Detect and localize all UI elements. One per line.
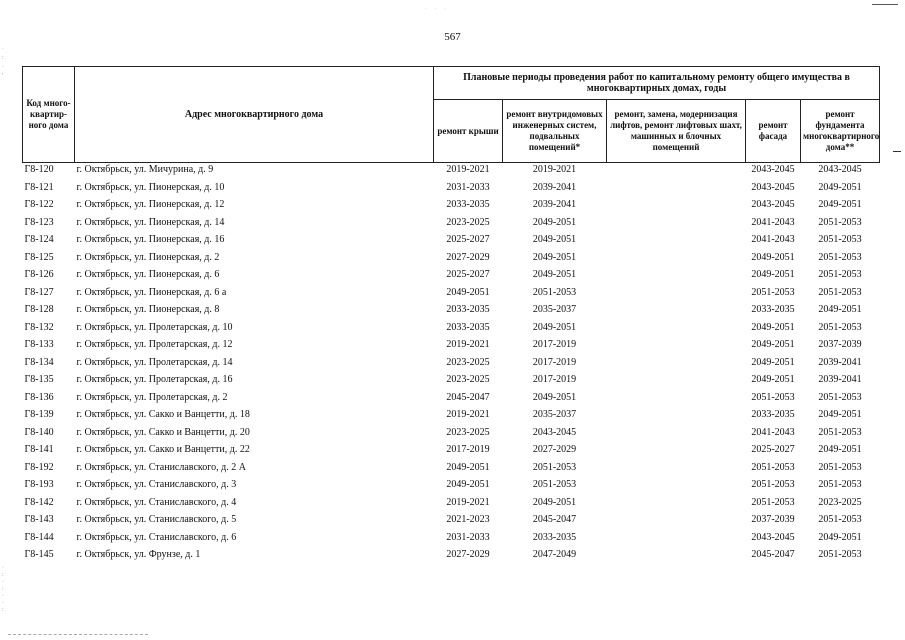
cell-address: г. Октябрьск, ул. Станиславского, д. 2 А <box>76 461 246 473</box>
cell-address: г. Октябрьск, ул. Станиславского, д. 5 <box>76 514 237 525</box>
table-row <box>23 548 880 566</box>
cell-address: г. Октябрьск, ул. Пионерская, д. 6 а <box>76 286 227 298</box>
cell-foundation: 2051-2053 <box>818 479 862 490</box>
cell-foundation: 2051-2053 <box>818 461 862 473</box>
cell-roof: 2033-2035 <box>446 199 490 210</box>
cell-address: г. Октябрьск, ул. Сакко и Ванцетти, д. 20 <box>76 426 250 438</box>
cell-address: г. Октябрьск, ул. Пионерская, д. 14 <box>76 216 225 228</box>
cell-foundation: 2051-2053 <box>818 234 862 245</box>
cell-facade: 2025-2027 <box>751 444 795 455</box>
repair-schedule-table <box>22 66 880 566</box>
cell-systems: 2017-2019 <box>532 356 577 368</box>
table-row <box>23 181 880 199</box>
cell-address: г. Октябрьск, ул. Пролетарская, д. 2 <box>76 391 228 403</box>
cell-facade: 2041-2043 <box>751 234 795 245</box>
header-foundation-repair: ремонт фундамента многоквартирного дома** <box>801 100 880 163</box>
cell-facade: 2045-2047 <box>751 549 795 560</box>
cell-address: г. Октябрьск, ул. Мичурина, д. 9 <box>75 163 434 181</box>
cell-address: г. Октябрьск, ул. Пионерская, д. 12 <box>76 199 225 210</box>
cell-code: Г8-139 <box>24 409 54 420</box>
table-row <box>23 198 880 216</box>
cell-facade: 2049-2051 <box>751 374 795 385</box>
cell-roof: 2049-2051 <box>446 286 490 298</box>
cell-facade: 2051-2053 <box>751 479 795 490</box>
cell-foundation: 2051-2053 <box>818 269 862 280</box>
cell-roof: 2019-2021 <box>446 496 490 508</box>
cell-code: Г8-120 <box>23 163 75 181</box>
cell-systems: 2049-2051 <box>532 391 577 403</box>
cell-facade: 2051-2053 <box>751 391 795 403</box>
cell-foundation: 2051-2053 <box>818 251 862 263</box>
cell-systems: 2043-2045 <box>532 426 577 438</box>
cell-facade: 2041-2043 <box>751 426 795 438</box>
table-row <box>23 513 880 531</box>
cell-foundation: 2051-2053 <box>818 549 862 560</box>
cell-foundation: 2049-2051 <box>818 181 862 193</box>
cell-roof: 2027-2029 <box>446 251 490 263</box>
cell-roof: 2023-2025 <box>446 426 490 438</box>
cell-code: Г8-193 <box>24 479 54 490</box>
cell-systems: 2033-2035 <box>532 531 577 543</box>
cell-foundation: 2049-2051 <box>818 444 862 455</box>
table-row <box>23 408 880 426</box>
table-row <box>23 163 880 181</box>
cell-systems: 2039-2041 <box>532 181 577 193</box>
cell-roof: 2019-2021 <box>446 409 490 420</box>
cell-foundation: 2051-2053 <box>818 426 862 438</box>
cell-facade: 2049-2051 <box>751 251 795 263</box>
table-row <box>23 268 880 286</box>
cell-roof: 2023-2025 <box>446 374 490 385</box>
cell-code: Г8-135 <box>24 374 54 385</box>
cell-systems: 2045-2047 <box>532 514 577 525</box>
cell-code: Г8-192 <box>24 461 54 473</box>
cell-address: г. Октябрьск, ул. Фрунзе, д. 1 <box>76 549 201 560</box>
cell-lifts <box>607 531 746 549</box>
cell-systems: 2049-2051 <box>532 251 577 263</box>
cell-systems: 2051-2053 <box>532 461 577 473</box>
scan-edge-mark <box>872 4 898 5</box>
scan-noise: · · · <box>425 6 449 12</box>
table-row <box>23 251 880 269</box>
cell-code: Г8-143 <box>24 514 54 525</box>
cell-roof: 2027-2029 <box>446 549 490 560</box>
cell-lifts <box>607 548 746 566</box>
cell-systems: 2035-2037 <box>532 409 577 420</box>
cell-foundation: 2051-2053 <box>818 514 862 525</box>
cell-address: г. Октябрьск, ул. Сакко и Ванцетти, д. 22 <box>76 444 250 455</box>
scan-margin-tick <box>893 151 901 152</box>
cell-facade: 2037-2039 <box>751 514 795 525</box>
cell-systems: 2049-2051 <box>532 321 577 333</box>
cell-lifts <box>607 443 746 461</box>
cell-lifts <box>607 338 746 356</box>
cell-code: Г8-132 <box>24 321 54 333</box>
cell-systems: 2049-2051 <box>532 234 577 245</box>
cell-roof: 2045-2047 <box>446 391 490 403</box>
cell-roof: 2033-2035 <box>446 321 490 333</box>
cell-foundation: 2051-2053 <box>818 286 862 298</box>
table-row <box>23 426 880 444</box>
cell-lifts <box>607 408 746 426</box>
scan-edge-noise-bottom <box>8 634 148 636</box>
cell-roof: 2019-2021 <box>434 163 503 181</box>
cell-code: Г8-141 <box>24 444 54 455</box>
cell-roof: 2019-2021 <box>446 339 490 350</box>
table-row <box>23 373 880 391</box>
table-row <box>23 321 880 339</box>
cell-lifts <box>607 478 746 496</box>
cell-roof: 2021-2023 <box>446 514 490 525</box>
cell-foundation: 2039-2041 <box>818 356 862 368</box>
cell-lifts <box>607 163 746 181</box>
cell-facade: 2049-2051 <box>751 321 795 333</box>
cell-foundation: 2039-2041 <box>818 374 862 385</box>
cell-address: г. Октябрьск, ул. Пионерская, д. 8 <box>76 304 220 315</box>
cell-lifts <box>607 461 746 479</box>
cell-roof: 2031-2033 <box>446 181 490 193</box>
cell-foundation: 2051-2053 <box>818 391 862 403</box>
cell-code: Г8-125 <box>24 251 54 263</box>
cell-systems: 2051-2053 <box>532 286 577 298</box>
cell-systems: 2049-2051 <box>532 216 577 228</box>
table-row <box>23 496 880 514</box>
cell-code: Г8-145 <box>24 549 54 560</box>
cell-lifts <box>607 391 746 409</box>
cell-facade: 2043-2045 <box>751 181 795 193</box>
cell-address: г. Октябрьск, ул. Станиславского, д. 6 <box>76 531 237 543</box>
header-lifts-repair: ремонт, замена, модернизация лифтов, ремонт лифтовых шахт, машинных и блочных помещений <box>607 100 746 163</box>
cell-facade: 2049-2051 <box>751 356 795 368</box>
cell-roof: 2033-2035 <box>446 304 490 315</box>
cell-roof: 2049-2051 <box>446 479 490 490</box>
header-planned-periods: Плановые периоды проведения работ по капитальному ремонту общего имущества в многоквартирных домах, годы <box>434 67 880 100</box>
cell-lifts <box>607 268 746 286</box>
cell-foundation: 2037-2039 <box>818 339 862 350</box>
cell-foundation: 2049-2051 <box>818 531 862 543</box>
cell-lifts <box>607 373 746 391</box>
cell-code: Г8-127 <box>24 286 54 298</box>
cell-facade: 2033-2035 <box>751 304 795 315</box>
cell-roof: 2017-2019 <box>446 444 490 455</box>
table-row <box>23 286 880 304</box>
cell-foundation: 2023-2025 <box>818 496 862 508</box>
cell-lifts <box>607 286 746 304</box>
table-row <box>23 216 880 234</box>
cell-systems: 2027-2029 <box>532 444 577 455</box>
cell-foundation: 2043-2045 <box>801 163 880 181</box>
cell-facade: 2041-2043 <box>751 216 795 228</box>
cell-code: Г8-126 <box>24 269 54 280</box>
cell-roof: 2023-2025 <box>446 216 490 228</box>
cell-systems: 2017-2019 <box>532 374 577 385</box>
table-row <box>23 461 880 479</box>
cell-foundation: 2049-2051 <box>818 304 862 315</box>
cell-facade: 2049-2051 <box>751 269 795 280</box>
cell-systems: 2017-2019 <box>532 339 577 350</box>
cell-facade: 2033-2035 <box>751 409 795 420</box>
cell-systems: 2051-2053 <box>532 479 577 490</box>
cell-address: г. Октябрьск, ул. Сакко и Ванцетти, д. 18 <box>76 409 250 420</box>
cell-systems: 2039-2041 <box>532 199 577 210</box>
cell-code: Г8-123 <box>24 216 54 228</box>
cell-code: Г8-136 <box>24 391 54 403</box>
cell-code: Г8-142 <box>24 496 54 508</box>
cell-lifts <box>607 216 746 234</box>
cell-lifts <box>607 356 746 374</box>
cell-roof: 2023-2025 <box>446 356 490 368</box>
cell-facade: 2043-2045 <box>746 163 801 181</box>
cell-code: Г8-128 <box>24 304 54 315</box>
header-roof-repair: ремонт крыши <box>434 100 503 163</box>
cell-code: Г8-133 <box>24 339 54 350</box>
table-row <box>23 391 880 409</box>
cell-address: г. Октябрьск, ул. Пролетарская, д. 12 <box>76 339 233 350</box>
cell-code: Г8-140 <box>24 426 54 438</box>
table-row <box>23 233 880 251</box>
cell-roof: 2025-2027 <box>446 269 490 280</box>
cell-lifts <box>607 198 746 216</box>
cell-facade: 2051-2053 <box>751 496 795 508</box>
cell-roof: 2025-2027 <box>446 234 490 245</box>
page-number: 567 <box>444 31 461 43</box>
scan-edge-noise-bottom-left: · : · : · · : <box>2 565 4 613</box>
header-systems-repair: ремонт внутридомовых инженерных систем, подвальных помещений* <box>503 100 607 163</box>
cell-lifts <box>607 303 746 321</box>
cell-lifts <box>607 426 746 444</box>
table-row <box>23 443 880 461</box>
table-row <box>23 338 880 356</box>
cell-lifts <box>607 233 746 251</box>
cell-code: Г8-134 <box>24 356 54 368</box>
cell-facade: 2043-2045 <box>751 199 795 210</box>
cell-lifts <box>607 513 746 531</box>
cell-address: г. Октябрьск, ул. Пролетарская, д. 14 <box>76 356 233 368</box>
cell-lifts <box>607 181 746 199</box>
cell-facade: 2051-2053 <box>751 461 795 473</box>
scan-edge-noise-left: · : · ' <box>2 46 4 79</box>
header-facade-repair: ремонт фасада <box>746 100 801 163</box>
cell-foundation: 2051-2053 <box>818 321 862 333</box>
cell-systems: 2049-2051 <box>532 269 577 280</box>
cell-lifts <box>607 496 746 514</box>
cell-address: г. Октябрьск, ул. Пионерская, д. 10 <box>76 181 225 193</box>
cell-address: г. Октябрьск, ул. Пролетарская, д. 16 <box>76 374 233 385</box>
cell-address: г. Октябрьск, ул. Станиславского, д. 4 <box>76 496 237 508</box>
header-code: Код много-квартир-ного дома <box>23 67 75 163</box>
cell-facade: 2049-2051 <box>751 339 795 350</box>
cell-systems: 2049-2051 <box>532 496 577 508</box>
cell-address: г. Октябрьск, ул. Пионерская, д. 6 <box>76 269 220 280</box>
cell-code: Г8-122 <box>24 199 54 210</box>
cell-code: Г8-144 <box>24 531 54 543</box>
cell-roof: 2049-2051 <box>446 461 490 473</box>
cell-address: г. Октябрьск, ул. Пионерская, д. 16 <box>76 234 225 245</box>
table-row <box>23 356 880 374</box>
cell-code: Г8-121 <box>24 181 54 193</box>
cell-systems: 2047-2049 <box>532 549 577 560</box>
cell-address: г. Октябрьск, ул. Пионерская, д. 2 <box>76 251 220 263</box>
cell-lifts <box>607 251 746 269</box>
table-row <box>23 303 880 321</box>
cell-foundation: 2051-2053 <box>818 216 862 228</box>
cell-address: г. Октябрьск, ул. Станиславского, д. 3 <box>76 479 237 490</box>
cell-code: Г8-124 <box>24 234 54 245</box>
cell-address: г. Октябрьск, ул. Пролетарская, д. 10 <box>76 321 233 333</box>
cell-systems: 2019-2021 <box>503 163 607 181</box>
table-row <box>23 531 880 549</box>
table-row <box>23 478 880 496</box>
cell-lifts <box>607 321 746 339</box>
cell-systems: 2035-2037 <box>532 304 577 315</box>
cell-roof: 2031-2033 <box>446 531 490 543</box>
cell-facade: 2043-2045 <box>751 531 795 543</box>
header-address: Адрес многоквартирного дома <box>75 67 434 163</box>
cell-foundation: 2049-2051 <box>818 409 862 420</box>
cell-facade: 2051-2053 <box>751 286 795 298</box>
cell-foundation: 2049-2051 <box>818 199 862 210</box>
